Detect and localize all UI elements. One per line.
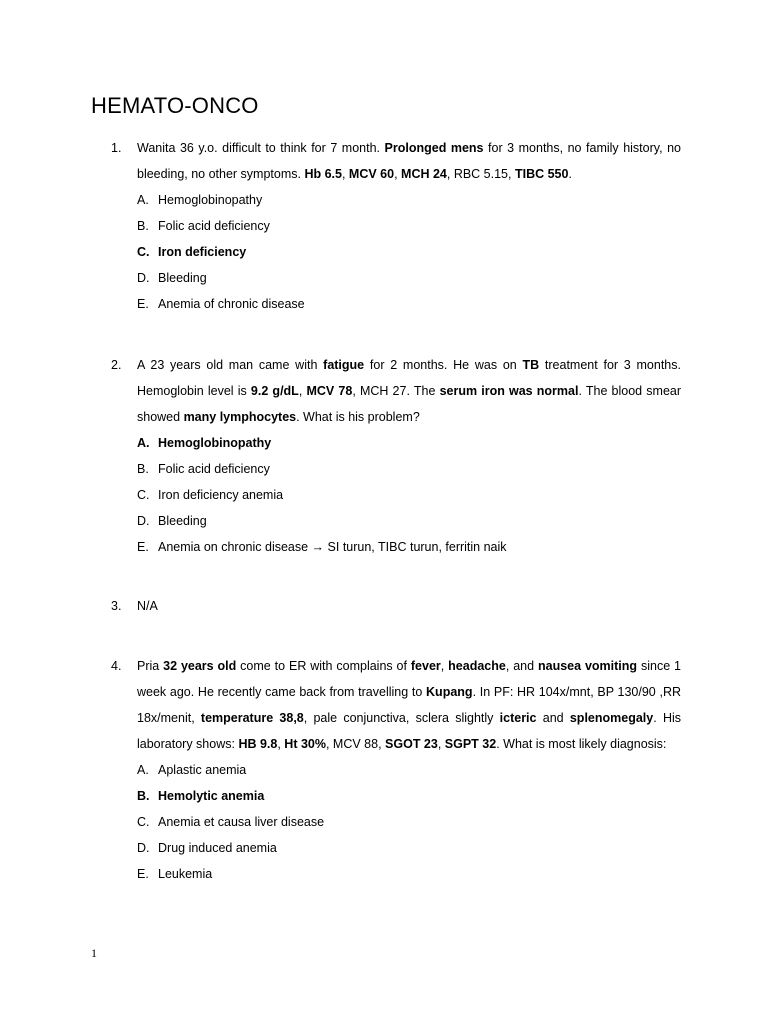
stem-bold-text: Prolonged mens — [384, 141, 484, 155]
stem-text: , — [298, 384, 307, 398]
stem-text: for 3 months, no family history, no bleeding, no other symptoms. — [137, 141, 681, 181]
stem-bold-text: MCV 60 — [348, 167, 395, 181]
stem-text: , — [394, 167, 402, 181]
stem-text: N/A — [137, 599, 158, 613]
answer-option — [137, 809, 681, 835]
question-stem — [137, 653, 681, 757]
option-text: Aplastic anemia — [158, 763, 247, 777]
option-text: Drug induced anemia — [158, 841, 277, 855]
question-stem — [137, 352, 681, 430]
stem-text: , pale conjunctiva, sclera slightly — [303, 711, 500, 725]
option-text: Leukemia — [158, 867, 213, 881]
question-number: 3. — [111, 599, 122, 613]
answer-option — [137, 861, 681, 887]
stem-bold-text: icteric — [499, 711, 537, 725]
option-text: Bleeding — [158, 514, 207, 528]
stem-bold-text: fatigue — [323, 358, 365, 372]
stem-text: , — [341, 167, 349, 181]
stem-text: and — [536, 711, 570, 725]
stem-text: . The blood smear showed — [137, 384, 682, 424]
question-stem — [137, 593, 681, 619]
question-3 — [111, 593, 681, 619]
stem-bold-text: Ht 30% — [284, 737, 326, 751]
page-number: 1 — [91, 946, 97, 960]
stem-text: since 1 week ago. He recently came back from travelling to — [137, 659, 682, 699]
option-text: Anemia of chronic disease — [158, 297, 305, 311]
option-letter: A. — [137, 763, 149, 777]
option-text: Iron deficiency — [158, 245, 247, 259]
question-number: 4. — [111, 659, 122, 673]
answer-option — [137, 430, 681, 456]
option-letter: C. — [137, 488, 150, 502]
question-stem — [137, 135, 681, 187]
question-2 — [111, 352, 681, 560]
question-number: 2. — [111, 358, 122, 372]
answer-option — [137, 265, 681, 291]
stem-bold-text: HB 9.8 — [238, 737, 278, 751]
option-text: Hemoglobinopathy — [158, 436, 272, 450]
stem-bold-text: Kupang — [426, 685, 473, 699]
answer-option — [137, 239, 681, 265]
option-letter: A. — [137, 193, 149, 207]
stem-bold-text: SGPT 32 — [444, 737, 497, 751]
stem-bold-text: splenomegaly — [569, 711, 654, 725]
option-text: Hemolytic anemia — [158, 789, 265, 803]
stem-bold-text: TIBC 550 — [514, 167, 569, 181]
stem-text: , — [277, 737, 285, 751]
stem-bold-text: 32 years old — [163, 659, 237, 673]
option-letter: D. — [137, 514, 150, 528]
option-letter: C. — [137, 815, 150, 829]
answer-option — [137, 757, 681, 783]
stem-text: Wanita 36 y.o. difficult to think for 7 month. — [137, 141, 385, 155]
stem-text: . — [568, 167, 572, 181]
stem-bold-text: MCH 24 — [401, 167, 447, 181]
option-text: Anemia et causa liver disease — [158, 815, 325, 829]
option-text: Iron deficiency anemia — [158, 488, 284, 502]
answer-option — [137, 835, 681, 861]
option-text: Anemia on chronic disease → SI turun, TIBC turun, ferritin naik — [158, 540, 507, 554]
stem-text: , MCH 27. The — [352, 384, 440, 398]
stem-text: , — [440, 659, 449, 673]
stem-bold-text: TB — [522, 358, 540, 372]
option-text: Folic acid deficiency — [158, 219, 270, 233]
question-number: 1. — [111, 141, 122, 155]
stem-text: . What is his problem? — [296, 410, 420, 424]
stem-bold-text: SGOT 23 — [385, 737, 438, 751]
stem-text: , — [437, 737, 445, 751]
stem-text: . What is most likely diagnosis: — [496, 737, 667, 751]
stem-bold-text: temperature 38,8 — [200, 711, 304, 725]
stem-bold-text: nausea vomiting — [537, 659, 638, 673]
option-letter: C. — [137, 245, 150, 259]
answer-option — [137, 456, 681, 482]
stem-text: . In PF: HR 104x/mnt, BP 130/90 ,RR 18x/menit, — [137, 685, 681, 725]
stem-bold-text: MCV 78 — [306, 384, 353, 398]
option-letter: E. — [137, 540, 149, 554]
option-letter: E. — [137, 297, 149, 311]
question-1 — [111, 135, 681, 317]
option-text: Hemoglobinopathy — [158, 193, 263, 207]
stem-bold-text: fever — [410, 659, 441, 673]
stem-bold-text: many lymphocytes — [183, 410, 297, 424]
stem-bold-text: headache — [448, 659, 506, 673]
option-letter: D. — [137, 841, 150, 855]
stem-bold-text: serum iron was normal — [439, 384, 579, 398]
page-title: HEMATO-ONCO — [91, 93, 259, 118]
answer-option — [137, 534, 681, 560]
answer-option — [137, 213, 681, 239]
option-text: Folic acid deficiency — [158, 462, 270, 476]
answer-option — [137, 482, 681, 508]
answer-option — [137, 187, 681, 213]
option-text: Bleeding — [158, 271, 207, 285]
stem-text: A 23 years old man came with — [137, 358, 324, 372]
stem-text: , RBC 5.15, — [446, 167, 515, 181]
stem-text: treatment for 3 months. Hemoglobin level is — [137, 358, 681, 398]
answer-option — [137, 508, 681, 534]
stem-text: , and — [505, 659, 538, 673]
stem-text: for 2 months. He was on — [364, 358, 523, 372]
stem-text: , MCV 88, — [325, 737, 386, 751]
answer-option — [137, 783, 681, 809]
option-letter: B. — [137, 789, 150, 803]
option-letter: B. — [137, 462, 149, 476]
stem-text: come to ER with complains of — [236, 659, 411, 673]
stem-text: Pria — [137, 659, 164, 673]
option-letter: B. — [137, 219, 149, 233]
question-4 — [111, 653, 681, 887]
stem-text: . His laboratory shows: — [137, 711, 682, 751]
answer-option — [137, 291, 681, 317]
stem-bold-text: 9.2 g/dL — [250, 384, 299, 398]
stem-bold-text: Hb 6.5 — [304, 167, 342, 181]
option-letter: E. — [137, 867, 149, 881]
option-letter: A. — [137, 436, 150, 450]
option-letter: D. — [137, 271, 150, 285]
